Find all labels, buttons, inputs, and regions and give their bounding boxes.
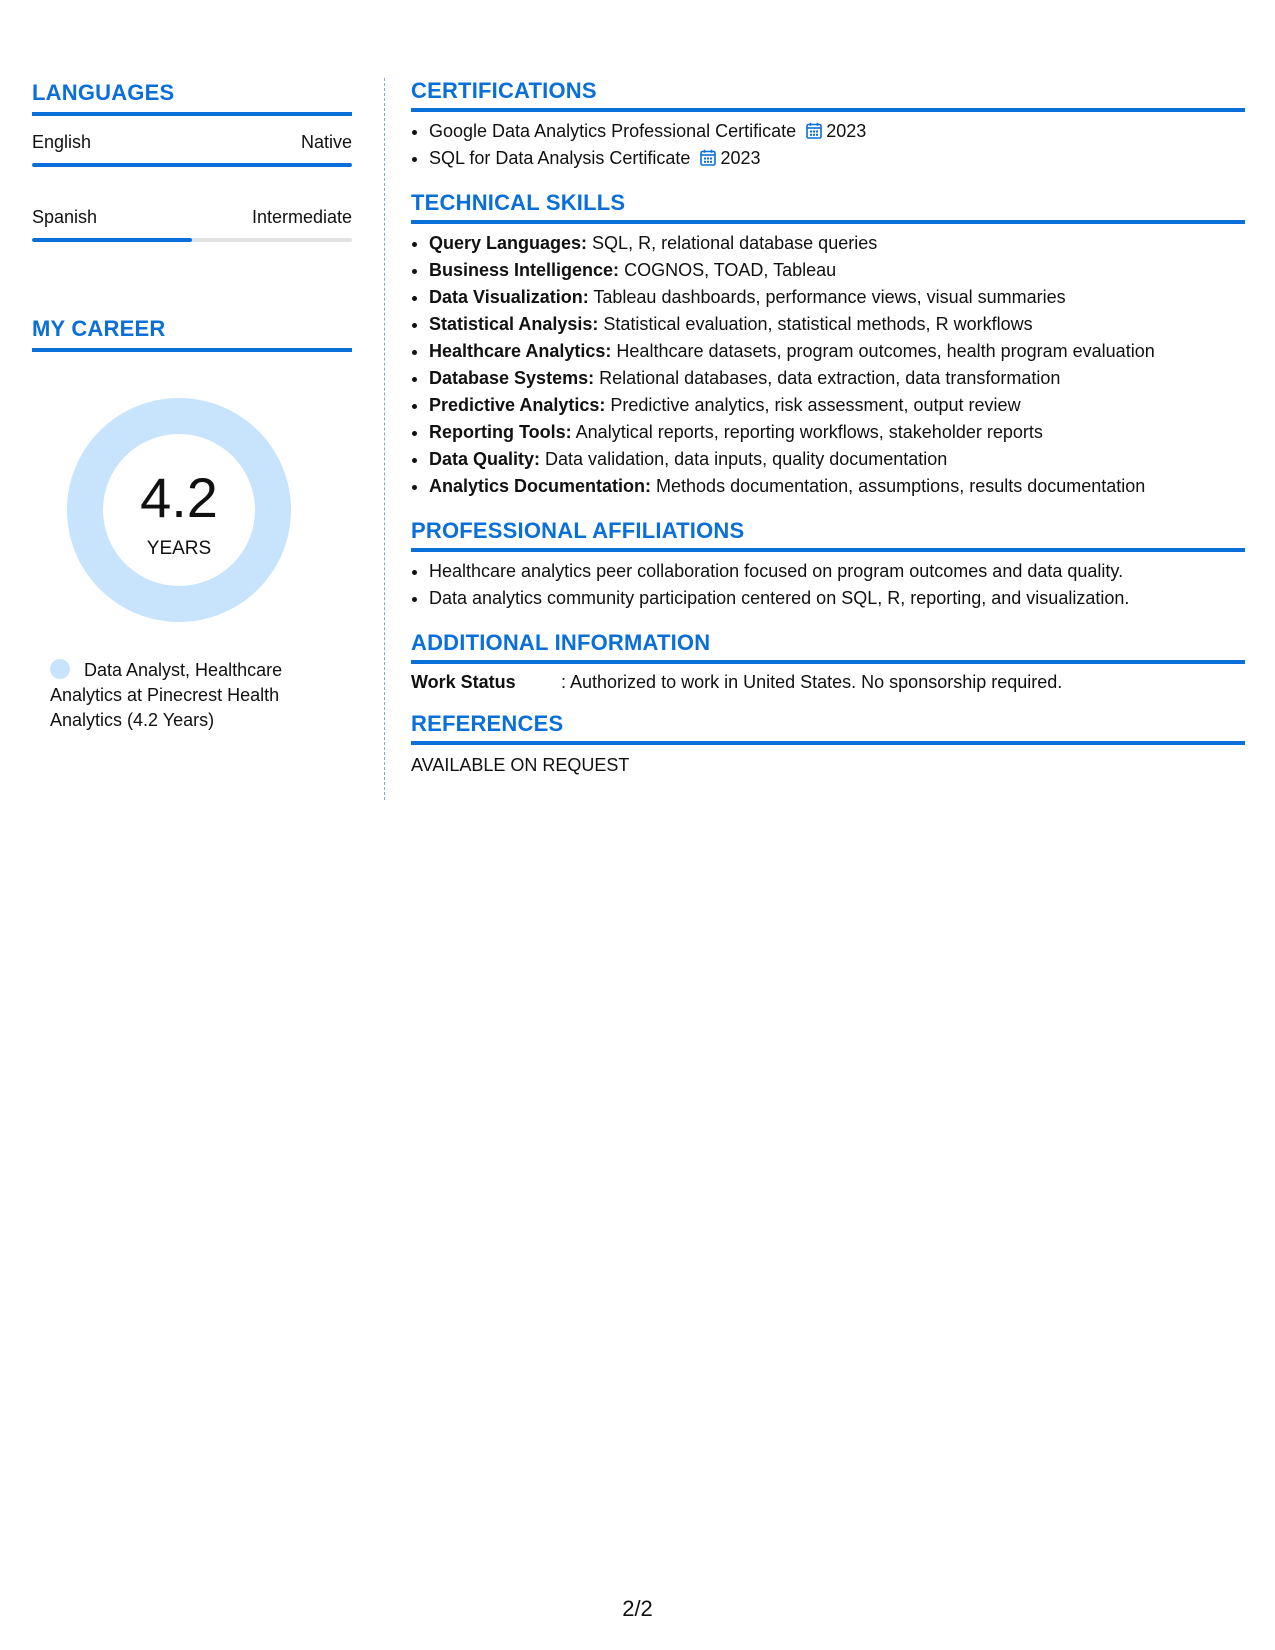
work-status-label: Work Status <box>411 672 516 692</box>
skill-label: Data Quality: <box>429 449 541 469</box>
skill-text: Predictive analytics, risk assessment, output review <box>605 395 1021 415</box>
languages-list <box>32 132 352 242</box>
references-heading: REFERENCES <box>411 711 1245 745</box>
skill-label: Analytics Documentation: <box>429 476 652 496</box>
skill-label: Business Intelligence: <box>429 260 620 280</box>
calendar-icon <box>806 122 822 139</box>
skill-label: Statistical Analysis: <box>429 314 599 334</box>
skills-list <box>411 230 1245 500</box>
language-name: English <box>32 132 92 152</box>
skill-text: Statistical evaluation, statistical methods, R workflows <box>598 314 1033 334</box>
skill-label: Database Systems: <box>429 368 595 388</box>
career-legend-text: Data Analyst, Healthcare Analytics at Pinecrest Health Analytics (4.2 Years) <box>50 660 283 730</box>
skill-text: Methods documentation, assumptions, results documentation <box>651 476 1146 496</box>
skill-label: Predictive Analytics: <box>429 395 606 415</box>
skill-text: SQL, R, relational database queries <box>587 233 878 253</box>
skill-label: Healthcare Analytics: <box>429 341 612 361</box>
certification-year: 2023 <box>720 148 761 168</box>
work-status-row <box>411 672 1245 693</box>
language-proficiency-fill <box>32 238 192 242</box>
skill-text: Healthcare datasets, program outcomes, health program evaluation <box>611 341 1155 361</box>
references-text: AVAILABLE ON REQUEST <box>411 755 630 775</box>
language-item <box>32 207 352 242</box>
career-heading: MY CAREER <box>32 316 352 352</box>
certification-name: Google Data Analytics Professional Certificate <box>429 121 797 141</box>
skill-item <box>429 419 1245 446</box>
skill-item <box>429 257 1245 284</box>
language-level: Intermediate <box>251 207 352 227</box>
language-row <box>32 207 352 228</box>
language-proficiency-bar <box>32 238 352 242</box>
skill-item <box>429 446 1245 473</box>
column-divider <box>384 78 385 800</box>
skill-text: Tableau dashboards, performance views, visual summaries <box>588 287 1066 307</box>
certifications-heading: CERTIFICATIONS <box>411 78 1245 112</box>
skill-text: Data validation, data inputs, quality documentation <box>540 449 948 469</box>
calendar-icon <box>700 149 716 166</box>
work-status-value: : Authorized to work in United States. No sponsorship required. <box>561 672 1063 692</box>
affiliations-list <box>411 558 1245 612</box>
certification-item <box>429 118 1245 145</box>
skill-item <box>429 311 1245 338</box>
page-number: 2/2 <box>622 1596 653 1621</box>
skill-item <box>429 284 1245 311</box>
skill-text: Relational databases, data extraction, data transformation <box>594 368 1061 388</box>
skill-text: COGNOS, TOAD, Tableau <box>619 260 837 280</box>
certifications-list <box>411 118 1245 172</box>
certification-year: 2023 <box>826 121 867 141</box>
language-row <box>32 132 352 153</box>
skill-item <box>429 338 1245 365</box>
affiliations-heading: PROFESSIONAL AFFILIATIONS <box>411 518 1245 552</box>
skills-heading: TECHNICAL SKILLS <box>411 190 1245 224</box>
skill-label: Data Visualization: <box>429 287 589 307</box>
language-name: Spanish <box>32 207 98 227</box>
skill-label: Query Languages: <box>429 233 588 253</box>
affiliation-item: • Healthcare analytics peer collaboration focused on program outcomes and data quality. <box>429 558 1245 585</box>
language-item <box>32 132 352 167</box>
skill-item <box>429 392 1245 419</box>
legend-dot-icon <box>50 659 70 679</box>
certification-name: SQL for Data Analysis Certificate <box>429 148 691 168</box>
career-donut <box>67 398 291 622</box>
career-years-unit: YEARS <box>146 538 212 559</box>
skill-item <box>429 473 1245 500</box>
left-column <box>32 80 352 733</box>
career-years-value: 4.2 <box>140 466 218 529</box>
right-column <box>411 78 1245 776</box>
skill-item <box>429 230 1245 257</box>
languages-heading: LANGUAGES <box>32 80 352 116</box>
career-legend <box>50 658 320 733</box>
language-level: Native <box>300 132 352 152</box>
affiliation-item: • Data analytics community participation centered on SQL, R, reporting, and visualization. <box>429 585 1245 612</box>
skill-item <box>429 365 1245 392</box>
additional-info-heading: ADDITIONAL INFORMATION <box>411 630 1245 664</box>
language-proficiency-fill <box>32 163 352 167</box>
certification-item <box>429 145 1245 172</box>
language-proficiency-bar <box>32 163 352 167</box>
skill-label: Reporting Tools: <box>429 422 572 442</box>
skill-text: Analytical reports, reporting workflows, stakeholder reports <box>571 422 1043 442</box>
